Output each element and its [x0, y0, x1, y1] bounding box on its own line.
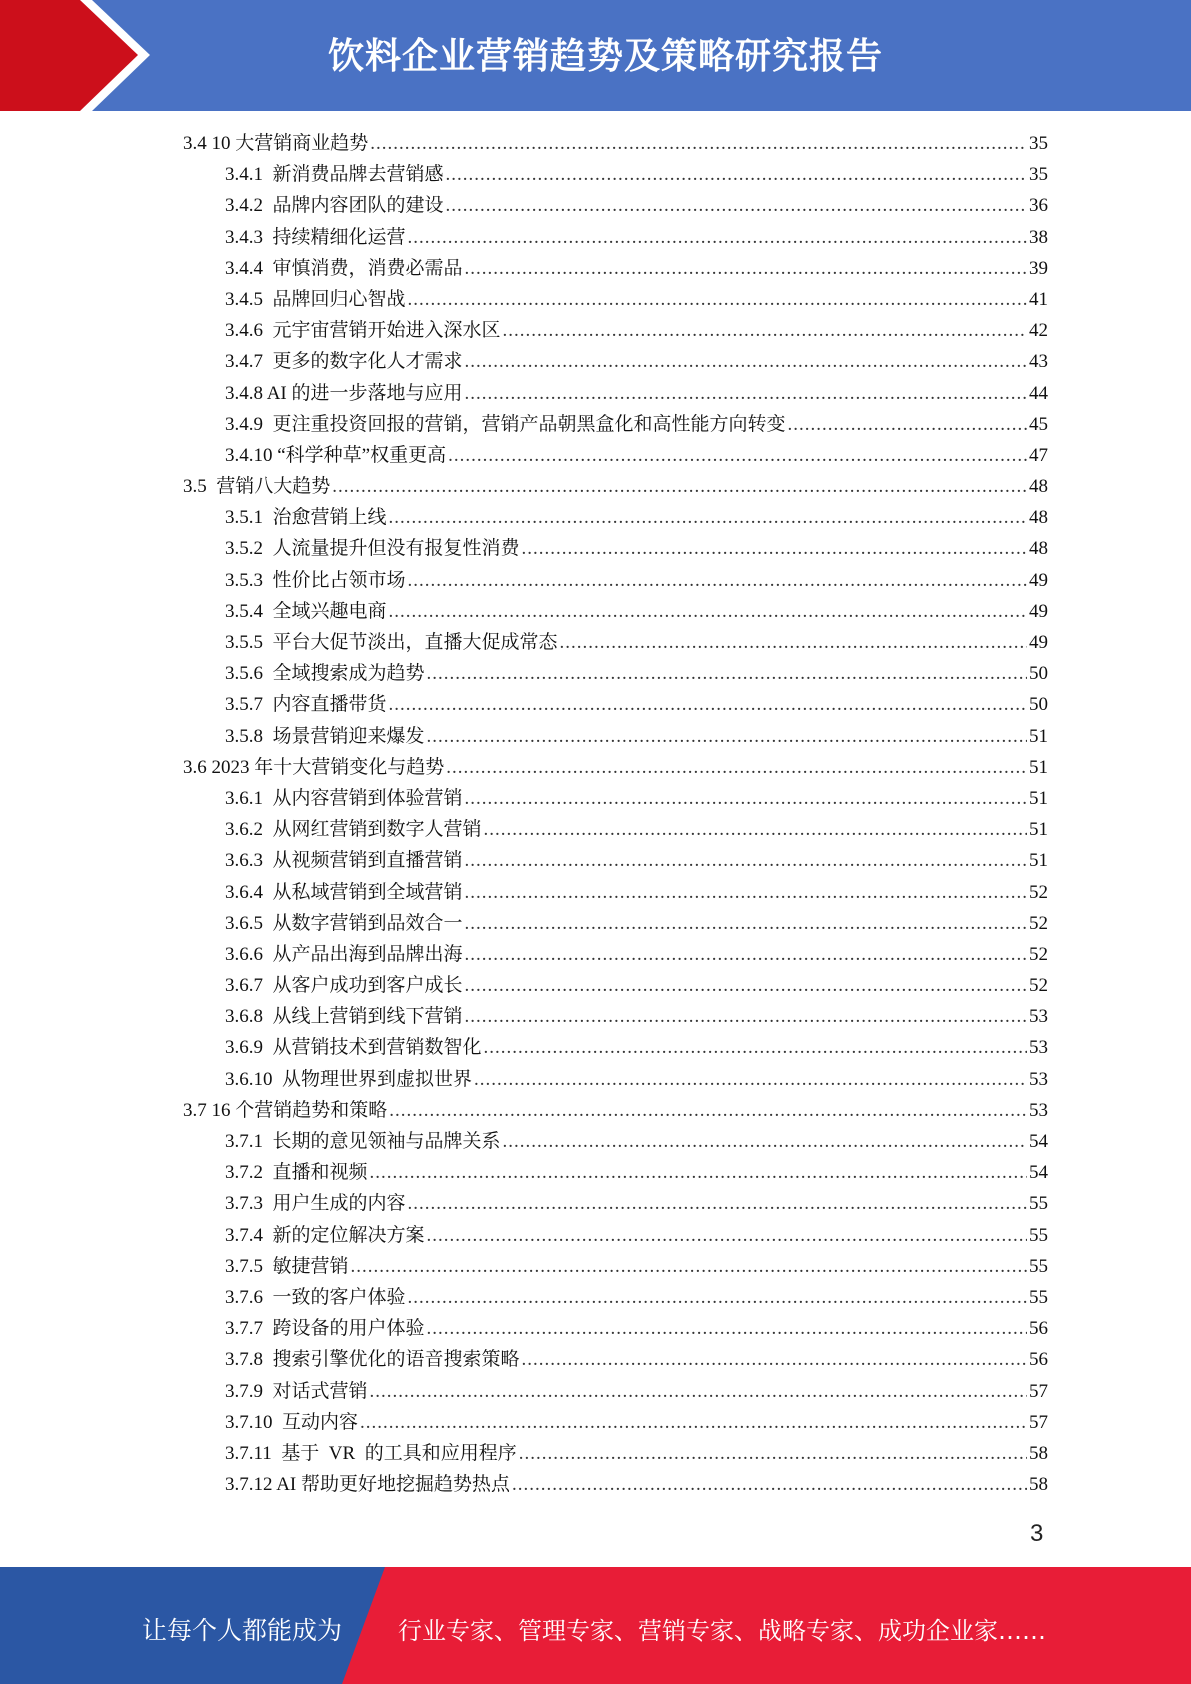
toc-entry-label: 3.6.1 从内容营销到体验营销 [225, 787, 463, 809]
toc-entry-page: 35 [1029, 133, 1048, 154]
toc-entry-label: 3.6.9 从营销技术到营销数智化 [225, 1037, 482, 1059]
page-footer [0, 1567, 1191, 1684]
toc-entry-page: 49 [1029, 600, 1048, 622]
toc-entry[interactable] [183, 159, 1048, 190]
footer-slogan-right: 行业专家、管理专家、营销专家、战略专家、成功企业家…… [398, 1617, 1046, 1645]
report-title: 饮料企业营销趋势及策略研究报告 [327, 36, 883, 77]
toc-entry-label: 3.7.5 敏捷营销 [225, 1255, 349, 1277]
toc-entry-page: 52 [1029, 912, 1048, 934]
toc-entry-page: 55 [1029, 1224, 1048, 1246]
toc-entry-page: 52 [1029, 881, 1048, 903]
toc-entry-label: 3.5.1 治愈营销上线 [225, 507, 387, 529]
toc-entry-label: 3.4.2 品牌内容团队的建设 [225, 195, 444, 217]
toc-entry[interactable] [183, 752, 1048, 783]
toc-leader-dots [427, 1220, 1027, 1251]
toc-entry[interactable] [183, 471, 1048, 502]
toc-entry-page: 51 [1029, 819, 1048, 841]
toc-entry-label: 3.6.10 从物理世界到虚拟世界 [225, 1068, 473, 1090]
toc-entry-page: 56 [1029, 1349, 1048, 1371]
toc-entry-label: 3.6.4 从私域营销到全域营销 [225, 881, 463, 903]
toc-entry[interactable] [183, 1064, 1048, 1095]
toc-entry[interactable] [183, 378, 1048, 409]
toc-entry[interactable] [183, 1282, 1048, 1313]
toc-entry-page: 55 [1029, 1255, 1048, 1277]
toc-leader-dots [408, 1188, 1027, 1219]
toc-entry-label: 3.7.4 新的定位解决方案 [225, 1224, 425, 1246]
toc-entry-page: 36 [1029, 195, 1048, 217]
toc-leader-dots [389, 1095, 1027, 1126]
toc-leader-dots [465, 346, 1027, 377]
toc-leader-dots [465, 783, 1027, 814]
toc-leader-dots [427, 658, 1027, 689]
toc-entry[interactable] [183, 533, 1048, 564]
toc-entry-label: 3.4.1 新消费品牌去营销感 [225, 164, 444, 186]
toc-leader-dots [465, 877, 1027, 908]
toc-entry-label: 3.6.8 从线上营销到线下营销 [225, 1006, 463, 1028]
toc-entry-label: 3.5.4 全域兴趣电商 [225, 600, 387, 622]
toc-leader-dots [427, 721, 1027, 752]
toc-entry[interactable] [183, 190, 1048, 221]
toc-entry[interactable] [183, 1032, 1048, 1063]
toc-entry-page: 53 [1029, 1068, 1048, 1090]
toc-leader-dots [484, 814, 1027, 845]
toc-entry[interactable] [183, 284, 1048, 315]
toc-entry[interactable] [183, 689, 1048, 720]
toc-leader-dots [512, 1469, 1027, 1500]
toc-entry-label: 3.4 10 大营销商业趋势 [183, 133, 369, 154]
toc-leader-dots [465, 253, 1027, 284]
toc-entry-page: 52 [1029, 975, 1048, 997]
toc-entry[interactable] [183, 939, 1048, 970]
toc-leader-dots [522, 1344, 1027, 1375]
page-header [0, 0, 1191, 111]
toc-leader-dots [408, 565, 1027, 596]
toc-entry[interactable] [183, 658, 1048, 689]
toc-entry[interactable] [183, 565, 1048, 596]
toc-leader-dots [446, 159, 1027, 190]
toc-entry-page: 57 [1029, 1411, 1048, 1433]
toc-entry[interactable] [183, 845, 1048, 876]
toc-entry-label: 3.6.2 从网红营销到数字人营销 [225, 819, 482, 841]
toc-entry-label: 3.5.5 平台大促节淡出，直播大促成常态 [225, 632, 558, 653]
toc-entry-page: 35 [1029, 164, 1048, 186]
toc-leader-dots [788, 409, 1027, 440]
toc-entry-label: 3.5.7 内容直播带货 [225, 694, 387, 716]
toc-entry-label: 3.6.3 从视频营销到直播营销 [225, 850, 463, 872]
toc-entry-page: 51 [1029, 787, 1048, 809]
toc-entry-label: 3.4.5 品牌回归心智战 [225, 288, 406, 310]
toc-entry-label: 3.6 2023 年十大营销变化与趋势 [183, 756, 445, 778]
toc-entry-label: 3.7 16 个营销趋势和策略 [183, 1099, 388, 1121]
toc-entry-label: 3.7.10 互动内容 [225, 1411, 359, 1433]
toc-entry-page: 47 [1029, 444, 1048, 466]
toc-leader-dots [522, 533, 1027, 564]
toc-entry-page: 52 [1029, 943, 1048, 965]
toc-entry[interactable] [183, 877, 1048, 908]
toc-entry-page: 54 [1029, 1162, 1048, 1184]
toc-entry-label: 3.4.10 “科学种草”权重更高 [225, 444, 447, 466]
toc-entry[interactable] [183, 1220, 1048, 1251]
toc-entry-label: 3.6.6 从产品出海到品牌出海 [225, 943, 463, 965]
toc-entry-label: 3.7.1 长期的意见领袖与品牌关系 [225, 1131, 501, 1152]
toc-entry-label: 3.4.8 AI 的进一步落地与应用 [225, 382, 463, 404]
toc-entry[interactable] [183, 1438, 1048, 1469]
toc-leader-dots [389, 689, 1027, 720]
toc-leader-dots [389, 502, 1027, 533]
toc-leader-dots [474, 1064, 1027, 1095]
toc-leader-dots [465, 1001, 1027, 1032]
toc-entry-label: 3.4.6 元宇宙营销开始进入深水区 [225, 320, 501, 342]
toc-entry[interactable] [183, 1376, 1048, 1407]
toc-entry-page: 55 [1029, 1286, 1048, 1308]
toc-entry-label: 3.7.9 对话式营销 [225, 1380, 368, 1402]
toc-entry[interactable] [183, 1469, 1048, 1500]
toc-leader-dots [408, 222, 1027, 253]
toc-leader-dots [560, 627, 1027, 658]
toc-leader-dots [427, 1313, 1027, 1344]
toc-entry[interactable] [183, 1001, 1048, 1032]
toc-entry-label: 3.4.3 持续精细化运营 [225, 226, 406, 248]
toc-entry[interactable] [183, 128, 1048, 159]
toc-entry-page: 58 [1029, 1442, 1048, 1464]
toc-entry-label: 3.7.3 用户生成的内容 [225, 1193, 406, 1215]
toc-entry-label: 3.7.8 搜索引擎优化的语音搜索策略 [225, 1349, 520, 1371]
toc-leader-dots [370, 128, 1027, 159]
toc-entry-page: 50 [1029, 694, 1048, 716]
toc-entry-page: 55 [1029, 1193, 1048, 1215]
toc-entry[interactable] [183, 627, 1048, 658]
toc-leader-dots [360, 1407, 1027, 1438]
toc-entry[interactable] [183, 315, 1048, 346]
toc-leader-dots [332, 471, 1027, 502]
toc-entry-page: 48 [1029, 507, 1048, 529]
toc-entry-page: 45 [1029, 413, 1048, 435]
toc-entry[interactable] [183, 783, 1048, 814]
toc-leader-dots [503, 315, 1027, 346]
toc-entry[interactable] [183, 1313, 1048, 1344]
toc-entry-page: 53 [1029, 1099, 1048, 1121]
toc-entry-label: 3.4.9 更注重投资回报的营销，营销产品朝黑盒化和高性能方向转变 [225, 413, 786, 435]
toc-leader-dots [408, 1282, 1027, 1313]
toc-leader-dots [465, 908, 1027, 939]
toc-leader-dots [370, 1157, 1027, 1188]
toc-entry-label: 3.7.11 基于 VR 的工具和应用程序 [225, 1442, 517, 1464]
toc-entry-label: 3.5 营销八大趋势 [183, 476, 331, 498]
toc-entry-label: 3.6.7 从客户成功到客户成长 [225, 975, 463, 997]
toc-leader-dots [448, 440, 1027, 471]
toc-entry-label: 3.6.5 从数字营销到品效合一 [225, 912, 463, 934]
toc-entry-label: 3.7.2 直播和视频 [225, 1162, 368, 1184]
toc-leader-dots [503, 1126, 1027, 1157]
toc-entry-label: 3.5.2 人流量提升但没有报复性消费 [225, 538, 520, 560]
toc-leader-dots [519, 1438, 1027, 1469]
toc-entry-page: 51 [1029, 850, 1048, 872]
table-of-contents [183, 128, 1048, 1500]
toc-entry[interactable] [183, 1344, 1048, 1375]
toc-entry[interactable] [183, 502, 1048, 533]
toc-entry-page: 51 [1029, 756, 1048, 778]
toc-entry-page: 50 [1029, 663, 1048, 685]
toc-entry-page: 58 [1029, 1474, 1048, 1496]
toc-entry[interactable] [183, 1251, 1048, 1282]
toc-entry[interactable] [183, 970, 1048, 1001]
toc-entry-label: 3.7.12 AI 帮助更好地挖掘趋势热点 [225, 1474, 511, 1496]
toc-entry-page: 49 [1029, 632, 1048, 653]
toc-entry[interactable] [183, 1126, 1048, 1157]
footer-slogan-left: 让每个人都能成为 [142, 1616, 343, 1645]
toc-entry-page: 49 [1029, 569, 1048, 591]
toc-entry-label: 3.4.4 审慎消费，消费必需品 [225, 257, 463, 279]
toc-entry[interactable] [183, 253, 1048, 284]
toc-leader-dots [351, 1251, 1027, 1282]
toc-entry-page: 57 [1029, 1380, 1048, 1402]
toc-entry-page: 39 [1029, 257, 1048, 279]
toc-leader-dots [465, 845, 1027, 876]
toc-leader-dots [446, 752, 1027, 783]
toc-entry-label: 3.5.8 场景营销迎来爆发 [225, 725, 425, 747]
toc-entry-label: 3.5.6 全域搜索成为趋势 [225, 663, 425, 685]
toc-entry-page: 48 [1029, 476, 1048, 498]
toc-entry[interactable] [183, 440, 1048, 471]
toc-entry-page: 41 [1029, 288, 1048, 310]
toc-entry[interactable] [183, 346, 1048, 377]
toc-entry[interactable] [183, 222, 1048, 253]
toc-entry-label: 3.7.7 跨设备的用户体验 [225, 1318, 425, 1340]
toc-entry[interactable] [183, 1407, 1048, 1438]
toc-entry-label: 3.4.7 更多的数字化人才需求 [225, 351, 463, 373]
toc-leader-dots [465, 939, 1027, 970]
toc-entry[interactable] [183, 721, 1048, 752]
toc-leader-dots [465, 970, 1027, 1001]
toc-leader-dots [370, 1376, 1027, 1407]
toc-entry-page: 48 [1029, 538, 1048, 560]
toc-entry[interactable] [183, 1157, 1048, 1188]
toc-entry-label: 3.7.6 一致的客户体验 [225, 1286, 406, 1308]
toc-entry[interactable] [183, 908, 1048, 939]
toc-leader-dots [446, 190, 1027, 221]
page-number: 3 [1030, 1520, 1044, 1547]
toc-entry[interactable] [183, 1095, 1048, 1126]
toc-entry-page: 38 [1029, 226, 1048, 248]
toc-entry-page: 53 [1029, 1006, 1048, 1028]
toc-entry-page: 56 [1029, 1318, 1048, 1340]
toc-entry-page: 54 [1029, 1131, 1048, 1152]
toc-entry-page: 42 [1029, 320, 1048, 342]
toc-leader-dots [465, 378, 1027, 409]
toc-entry-page: 43 [1029, 351, 1048, 373]
toc-entry-label: 3.5.3 性价比占领市场 [225, 569, 406, 591]
toc-leader-dots [408, 284, 1027, 315]
toc-entry-page: 53 [1029, 1037, 1048, 1059]
toc-entry-page: 44 [1029, 382, 1048, 404]
toc-entry[interactable] [183, 409, 1048, 440]
toc-leader-dots [389, 596, 1027, 627]
toc-entry-page: 51 [1029, 725, 1048, 747]
toc-leader-dots [484, 1032, 1027, 1063]
toc-entry[interactable] [183, 596, 1048, 627]
toc-entry[interactable] [183, 814, 1048, 845]
toc-entry[interactable] [183, 1188, 1048, 1219]
